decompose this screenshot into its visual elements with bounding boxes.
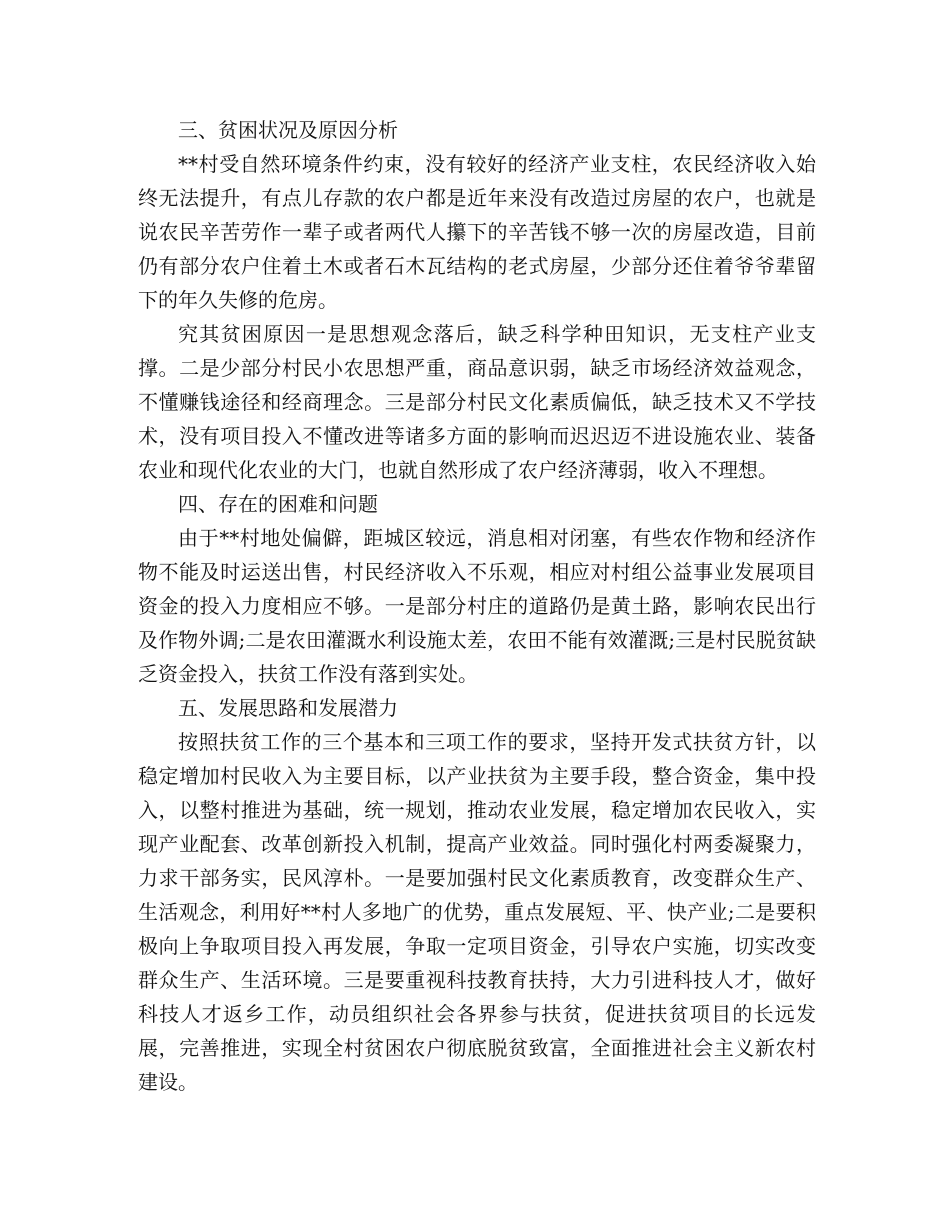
- body-paragraph: 由于**村地处偏僻，距城区较远，消息相对闭塞，有些农作物和经济作物不能及时运送出售，村民经济收入不乐观，相应对村组公益事业发展项目资金的投入力度相应不够。一是部分村庄的道路仍是黄土路，影响农民出行及作物外调;二是农田灌溉水利设施太差，农田不能有效灌溉;三是村民脱贫缺乏资金投入，扶贫工作没有落到实处。: [138, 526, 816, 686]
- section-heading: 三、贫困状况及原因分析: [178, 118, 398, 142]
- body-paragraph: **村受自然环境条件约束，没有较好的经济产业支柱，农民经济收入始终无法提升，有点儿存款的农户都是近年来没有改造过房屋的农户，也就是说农民辛苦劳作一辈子或者两代人攥下的辛苦钱不够一次的房屋改造，目前仍有部分农户住着土木或者石木瓦结构的老式房屋，少部分还住着爷爷辈留下的年久失修的危房。: [138, 152, 816, 312]
- section-heading: 四、存在的困难和问题: [178, 492, 378, 516]
- body-paragraph: 究其贫困原因一是思想观念落后，缺乏科学种田知识，无支柱产业支撑。二是少部分村民小农思想严重，商品意识弱，缺乏市场经济效益观念，不懂赚钱途径和经商理念。三是部分村民文化素质偏低，缺乏技术又不学技术，没有项目投入不懂改进等诸多方面的影响而迟迟迈不进设施农业、装备农业和现代化农业的大门，也就自然形成了农户经济薄弱，收入不理想。: [138, 322, 816, 482]
- body-paragraph: 按照扶贫工作的三个基本和三项工作的要求，坚持开发式扶贫方针，以稳定增加村民收入为主要目标，以产业扶贫为主要手段，整合资金，集中投入，以整村推进为基础，统一规划，推动农业发展，稳定增加农民收入，实现产业配套、改革创新投入机制，提高产业效益。同时强化村两委凝聚力，力求干部务实，民风淳朴。一是要加强村民文化素质教育，改变群众生产、生活观念，利用好**村人多地广的优势，重点发展短、平、快产业;二是要积极向上争取项目投入再发展，争取一定项目资金，引导农户实施，切实改变群众生产、生活环境。三是要重视科技教育扶持，大力引进科技人才，做好科技人才返乡工作，动员组织社会各界参与扶贫，促进扶贫项目的长远发展，完善推进，实现全村贫困农户彻底脱贫致富，全面推进社会主义新农村建设。: [138, 730, 816, 1094]
- document-body: [138, 113, 816, 1099]
- section-heading: 五、发展思路和发展潜力: [178, 696, 398, 720]
